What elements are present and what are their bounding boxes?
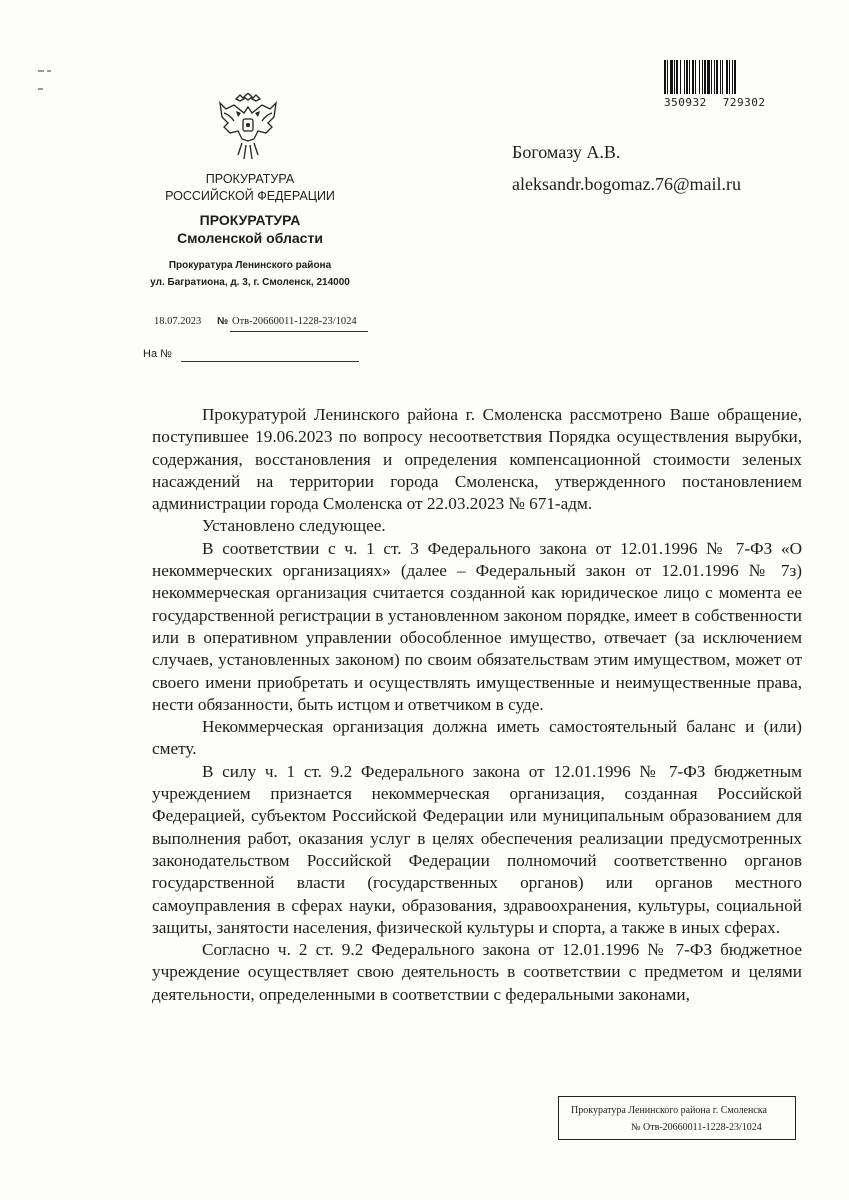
addressee-name: Богомазу А.В. [512,142,621,162]
office-line1: Прокуратура Ленинского района [168,260,332,271]
barcode-numbers [664,96,774,109]
scan-mark [38,62,60,65]
region-line1: ПРОКУРАТУРА [199,212,301,228]
org-line1: ПРОКУРАТУРА [205,172,295,186]
org-name-regional [130,211,370,247]
barcode [664,60,768,94]
reply-to-label: На № [143,348,172,360]
org-name-federal [130,171,370,205]
paragraph-5: В силу ч. 1 ст. 9.2 Федерального закона от 12.01.1996 № 7-ФЗ бюджетным учреждением признается некоммерческая организация, созданная Российской Федерацией, субъектом Российской Федерации или муниципальным образованием для выполнения работ, оказания услуг в целях обеспечения реализации предусмотренных законодательством Российской Федерации полномочий соответственно органов государственной власти (государственных органов) или органов местного самоуправления в сферах науки, образования, здравоохранения, культуры, социальной защиты, занятости населения, физической культуры и спорта, а также в иных сферах. [152,761,802,937]
stamp-line1: Прокуратура Ленинского района г. Смоленска [571,1105,767,1116]
office-address [130,257,370,291]
region-line2: Смоленской области [177,230,323,246]
org-line2: РОССИЙСКОЙ ФЕДЕРАЦИИ [165,189,335,203]
coat-of-arms-emblem-icon [216,93,280,161]
registration-underline [230,331,368,332]
number-sign: № [217,316,229,327]
registration-number: Отв-20660011-1228-23/1024 [232,316,357,327]
reply-to-line [143,348,172,360]
barcode-left-number: 350932 [664,96,707,109]
letter-body [152,404,802,1006]
barcode-right-number: 729302 [722,96,766,109]
paragraph-1: Прокуратурой Ленинского района г. Смоленска рассмотрено Ваше обращение, поступившее 19.06.2023 по вопросу несоответствия Порядка осуществления вырубки, содержания, восстановления и определения компенсационной стоимости зеленых насаждений на территории города Смоленска, утвержденного постановлением администрации города Смоленска от 22.03.2023 № 671-адм. [152,405,802,514]
addressee-email: aleksandr.bogomaz.76@mail.ru [512,174,742,194]
paragraph-6: Согласно ч. 2 ст. 9.2 Федерального закона от 12.01.1996 № 7-ФЗ бюджетное учреждение осуществляет свою деятельность в соответствии с предметом и целями деятельности, определенными в соответствии с федеральными законами, [152,940,802,1004]
paragraph-3: В соответствии с ч. 1 ст. 3 Федерального закона от 12.01.1996 № 7-ФЗ «О некоммерческих организациях» (далее – Федеральный закон от 12.01.1996 № 7з) некоммерческая организация считается созданной как юридическое лицо с момента ее государственной регистрации в установленном законом порядке, имеет в собственности или в оперативном управлении обособленное имущество, отвечает (за исключением случаев, установленных законом) по своим обязательствам этим имуществом, может от своего имени приобретать и осуществлять имущественные и неимущественные права, нести обязанности, быть истцом и ответчиком в суде. [152,538,802,714]
registration-stamp [558,1096,796,1140]
paragraph-2: Установлено следующее. [202,516,386,536]
paragraph-4: Некоммерческая организация должна иметь самостоятельный баланс и (или) смету. [152,717,802,759]
reply-to-underline [181,361,359,362]
registration-date: 18.07.2023 [154,316,202,327]
office-line2: ул. Багратиона, д. 3, г. Смоленск, 214000 [150,277,350,288]
stamp-line2: № Отв-20660011-1228-23/1024 [631,1122,762,1133]
